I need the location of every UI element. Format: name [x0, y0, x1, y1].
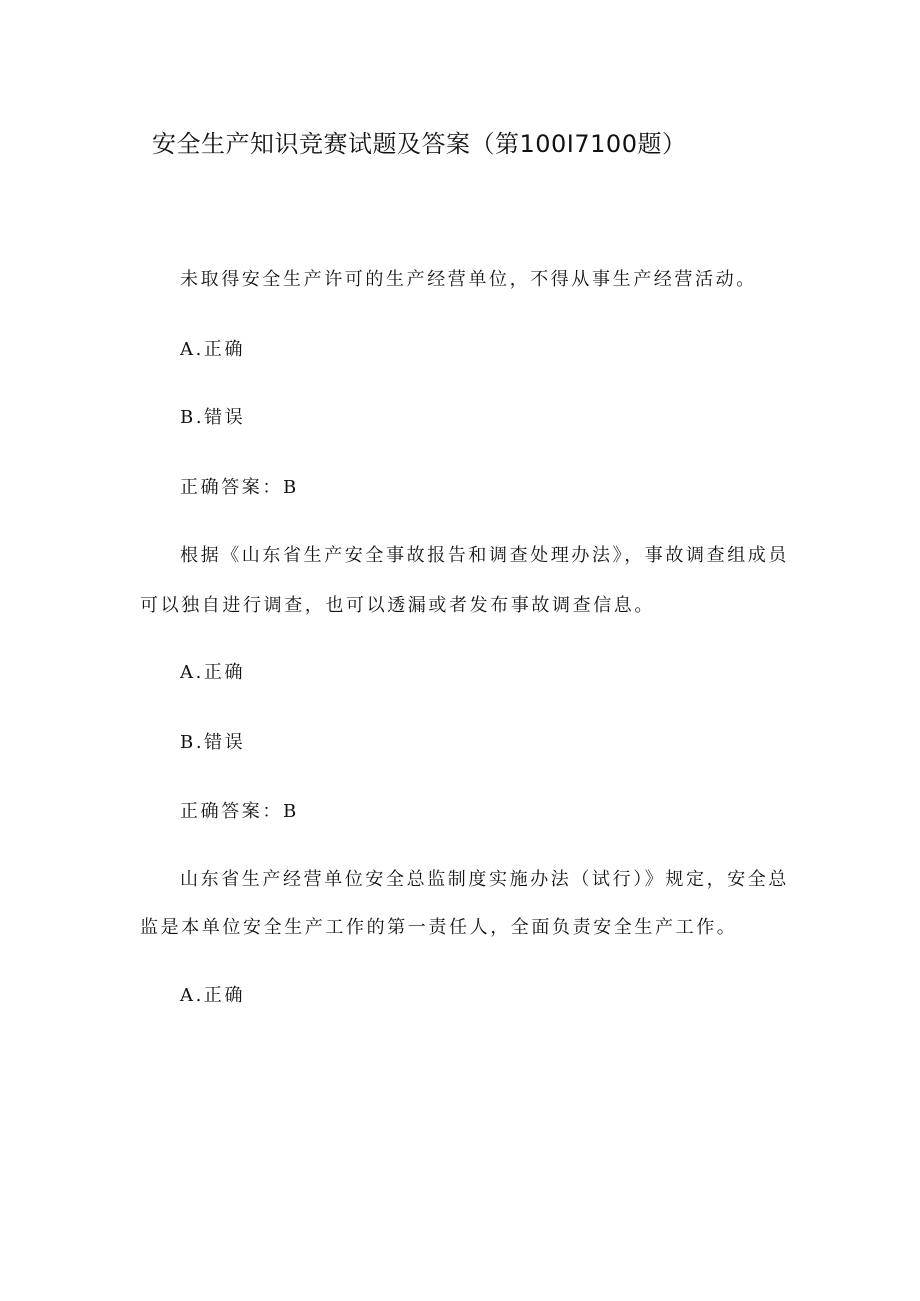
- question-2-stem-line-2: 可以独自进行调查，也可以透漏或者发布事故调查信息。: [140, 595, 655, 616]
- question-1-option-b: B.错误: [180, 407, 246, 428]
- question-1-option-a: A.正确: [180, 339, 246, 360]
- question-3-stem-line-2: 监是本单位安全生产工作的第一责任人，全面负责安全生产工作。: [140, 917, 738, 938]
- page-title: 安全生产知识竞赛试题及答案（第100I7100题）: [152, 130, 687, 158]
- question-2-option-b: B.错误: [180, 732, 246, 753]
- question-2-option-a: A.正确: [180, 662, 246, 683]
- question-2-stem-line-1: 根据《山东省生产安全事故报告和调查处理办法》，事故调查组成员: [180, 545, 789, 566]
- question-3-option-a: A.正确: [180, 985, 246, 1006]
- question-1-stem: 未取得安全生产许可的生产经营单位，不得从事生产经营活动。: [180, 269, 757, 290]
- question-2-answer: 正确答案：B: [180, 801, 299, 822]
- question-1-answer: 正确答案：B: [180, 477, 299, 498]
- question-3-stem-line-1: 山东省生产经营单位安全总监制度实施办法（试行）》规定，安全总: [180, 869, 789, 890]
